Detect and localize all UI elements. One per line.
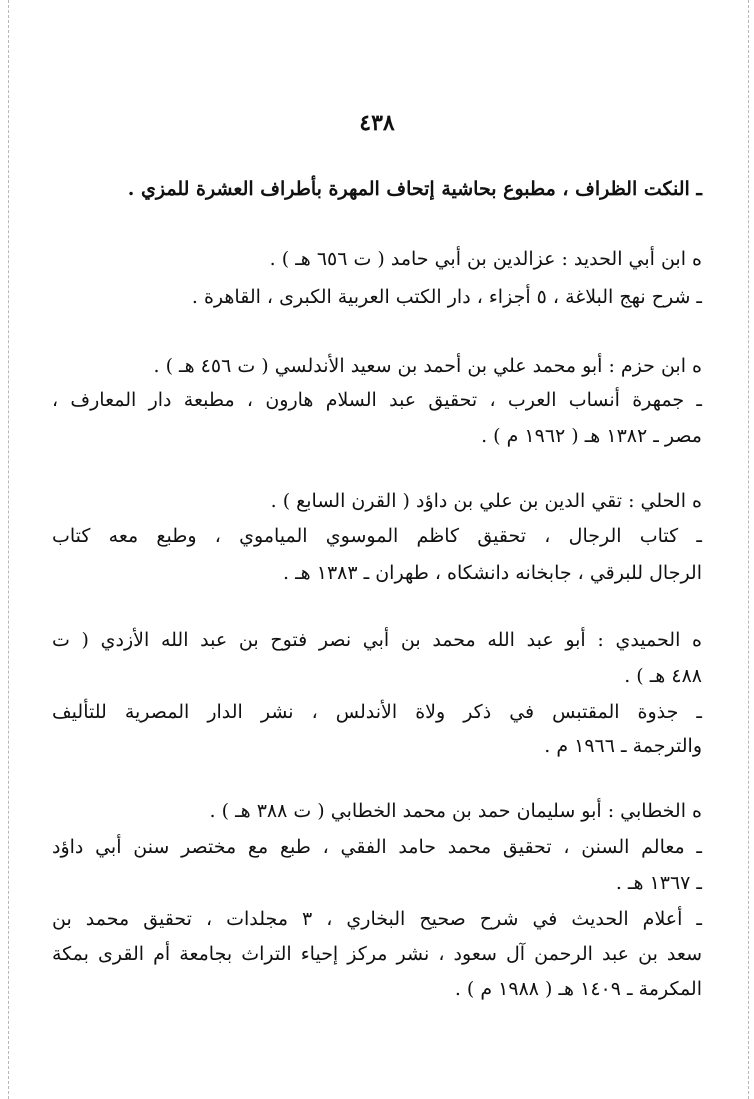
page-number: ٤٣٨ — [359, 110, 395, 136]
text-line: الرجال للبرقي ، جابخانه دانشكاه ، طهران ـ ١٣٨٣ هـ . — [283, 562, 702, 584]
text-line: ـ معالم السنن ، تحقيق محمد حامد الفقي ، طبع مع مختصر سنن أبي داؤد — [52, 836, 702, 858]
text-line: ـ شرح نهج البلاغة ، ٥ أجزاء ، دار الكتب العربية الكبرى ، القاهرة . — [191, 286, 702, 308]
text-line: ـ كتاب الرجال ، تحقيق كاظم الموسوي المياموي ، وطبع معه كتاب — [52, 525, 702, 547]
scan-edge-left — [8, 0, 9, 1099]
text-line: ـ النكت الظراف ، مطبوع بحاشية إتحاف المهرة بأطراف العشرة للمزي . — [127, 178, 702, 200]
text-line: والترجمة ـ ١٩٦٦ م . — [544, 735, 702, 757]
text-line: ـ أعلام الحديث في شرح صحيح البخاري ، ٣ مجلدات ، تحقيق محمد بن — [52, 908, 702, 930]
text-line: ـ جمهرة أنساب العرب ، تحقيق عبد السلام هارون ، مطبعة دار المعارف ، — [52, 389, 702, 411]
text-line: ه ابن أبي الحديد : عزالدين بن أبي حامد ( ت ٦٥٦ هـ ) . — [269, 248, 702, 270]
text-line: سعد بن عبد الرحمن آل سعود ، نشر مركز إحياء التراث بجامعة أم القرى بمكة — [52, 943, 702, 965]
scan-edge-right — [748, 0, 749, 1099]
text-line: ـ ١٣٦٧ هـ . — [615, 872, 702, 894]
text-line: ه الخطابي : أبو سليمان حمد بن محمد الخطابي ( ت ٣٨٨ هـ ) . — [209, 800, 702, 822]
text-line: ه ابن حزم : أبو محمد علي بن أحمد بن سعيد الأندلسي ( ت ٤٥٦ هـ ) . — [153, 355, 702, 377]
text-line: مصر ـ ١٣٨٢ هـ ( ١٩٦٢ م ) . — [481, 425, 702, 447]
text-line: ٤٨٨ هـ ) . — [624, 665, 702, 687]
text-line: ـ جذوة المقتبس في ذكر ولاة الأندلس ، نشر الدار المصرية للتأليف — [52, 701, 702, 723]
text-line: المكرمة ـ ١٤٠٩ هـ ( ١٩٨٨ م ) . — [454, 978, 702, 1000]
text-line: ه الحميدي : أبو عبد الله محمد بن أبي نصر فتوح بن عبد الله الأزدي ( ت — [52, 629, 702, 651]
text-line: ه الحلي : تقي الدين بن علي بن داؤد ( القرن السابع ) . — [270, 490, 702, 512]
